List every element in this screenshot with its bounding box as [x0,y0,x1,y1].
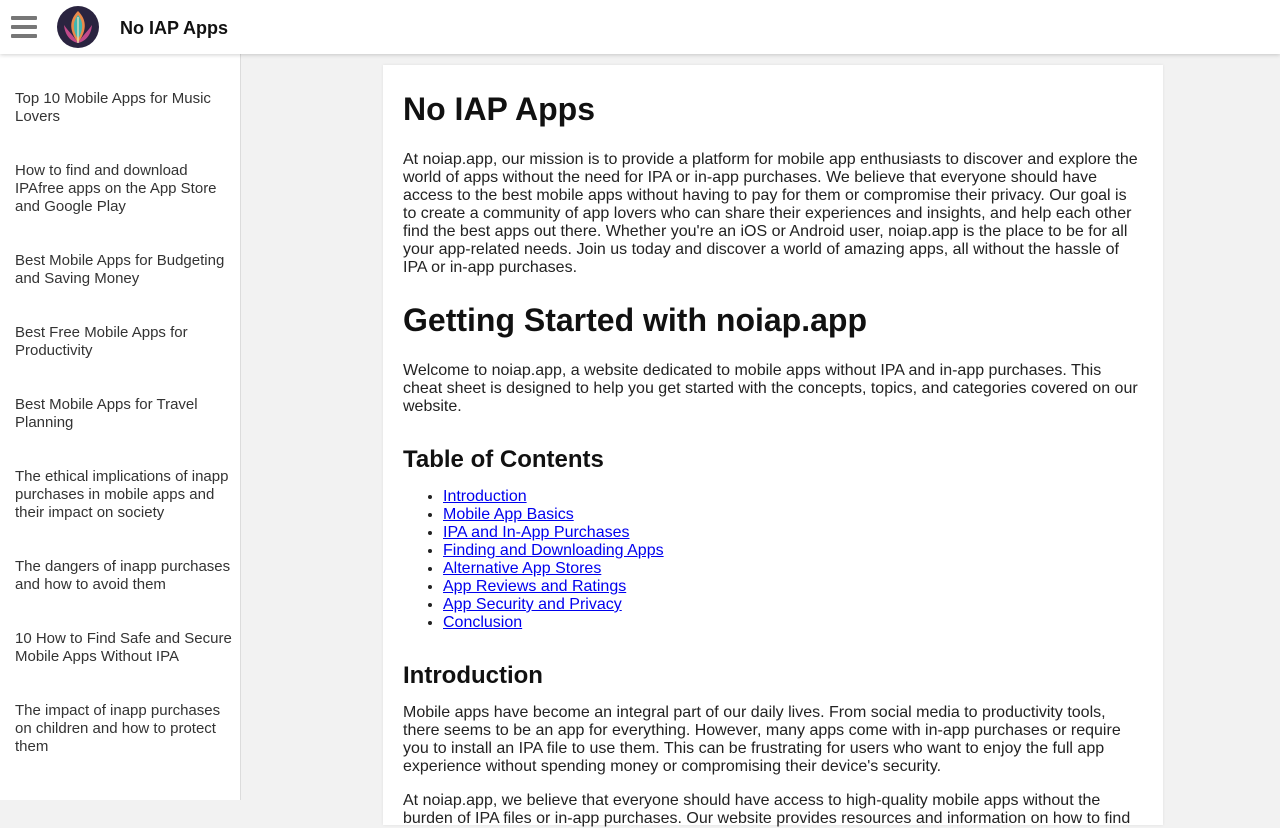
toc-item [443,614,1143,632]
toc-item [443,524,1143,542]
getting-started-paragraph: Welcome to noiap.app, a website dedicated to mobile apps without IPA and in-app purchases. This cheat sheet is designed to help you get started with the concepts, topics, and categories covered on our website. [403,362,1138,415]
sidebar-list [0,54,240,756]
sidebar-item[interactable]: Best Free Mobile Apps for Productivity [15,324,188,359]
toc-link-finding-downloading-apps[interactable]: Finding and Downloading Apps [443,542,664,559]
toc-link-conclusion[interactable]: Conclusion [443,614,523,631]
site-title[interactable]: No IAP Apps [120,18,229,38]
toc-item [443,578,1143,596]
toc-link-mobile-app-basics[interactable]: Mobile App Basics [443,506,574,523]
sidebar-item[interactable]: Best Mobile Apps for Budgeting and Saving Money [15,252,225,287]
toc-heading: Table of Contents [403,446,604,473]
sidebar-item[interactable]: 10 How to Find Safe and Secure Mobile Apps Without IPA [15,630,232,665]
introduction-paragraph-2: At noiap.app, we believe that everyone should have access to high-quality mobile apps without the burden of IPA files or in-app purchases. Our website provides resources and information on how to find [403,792,1131,827]
toc-link-alternative-app-stores[interactable]: Alternative App Stores [443,560,602,577]
toc-item [443,488,1143,506]
mission-paragraph: At noiap.app, our mission is to provide a platform for mobile app enthusiasts to discover and explore the world of apps without the need for IPA or in-app purchases. We believe that everyone should have access to the best mobile apps without having to pay for them or compromise their privacy. Our goal is to create a community of app lovers who can share their experiences and insights, and help each other find the best apps out there. Whether you're an iOS or Android user, noiap.app is the place to be for all your app-related needs. Join us today and discover a world of amazing apps, all without the hassle of IPA or in-app purchases. [403,151,1138,276]
toc-link-app-security-privacy[interactable]: App Security and Privacy [443,596,622,613]
introduction-paragraph: Mobile apps have become an integral part of our daily lives. From social media to productivity tools, there seems to be an app for everything. However, many apps come with in-app purchases or require you to install an IPA file to use them. This can be frustrating for users who want to enjoy the full app experience without spending money or compromising their device's security. [403,704,1121,775]
toc-link-ipa-in-app-purchases[interactable]: IPA and In-App Purchases [443,524,630,541]
getting-started-heading: Getting Started with noiap.app [403,302,867,338]
toc-link-app-reviews-ratings[interactable]: App Reviews and Ratings [443,578,627,595]
sidebar-item[interactable]: The dangers of inapp purchases and how to avoid them [15,558,231,593]
sidebar-item[interactable]: Best Mobile Apps for Travel Planning [15,396,198,431]
introduction-heading: Introduction [403,662,543,689]
toc-item [443,560,1143,578]
toc-item [443,542,1143,560]
sidebar-item[interactable]: The ethical implications of inapp purchases in mobile apps and their impact on society [15,468,229,521]
toc-item [443,506,1143,524]
toc-link-introduction[interactable]: Introduction [443,488,527,505]
leaf-logo-icon[interactable] [56,5,100,49]
sidebar [0,54,241,800]
sidebar-item[interactable]: How to find and download IPAfree apps on the App Store and Google Play [15,162,217,215]
top-bar [0,0,1280,54]
page-title: No IAP Apps [403,91,596,127]
hamburger-menu-icon[interactable] [11,16,38,39]
main-content [383,65,1163,825]
sidebar-item[interactable]: The impact of inapp purchases on children and how to protect them [15,702,221,755]
toc-item [443,596,1143,614]
table-of-contents [403,488,1143,632]
sidebar-item[interactable]: Top 10 Mobile Apps for Music Lovers [15,90,211,125]
